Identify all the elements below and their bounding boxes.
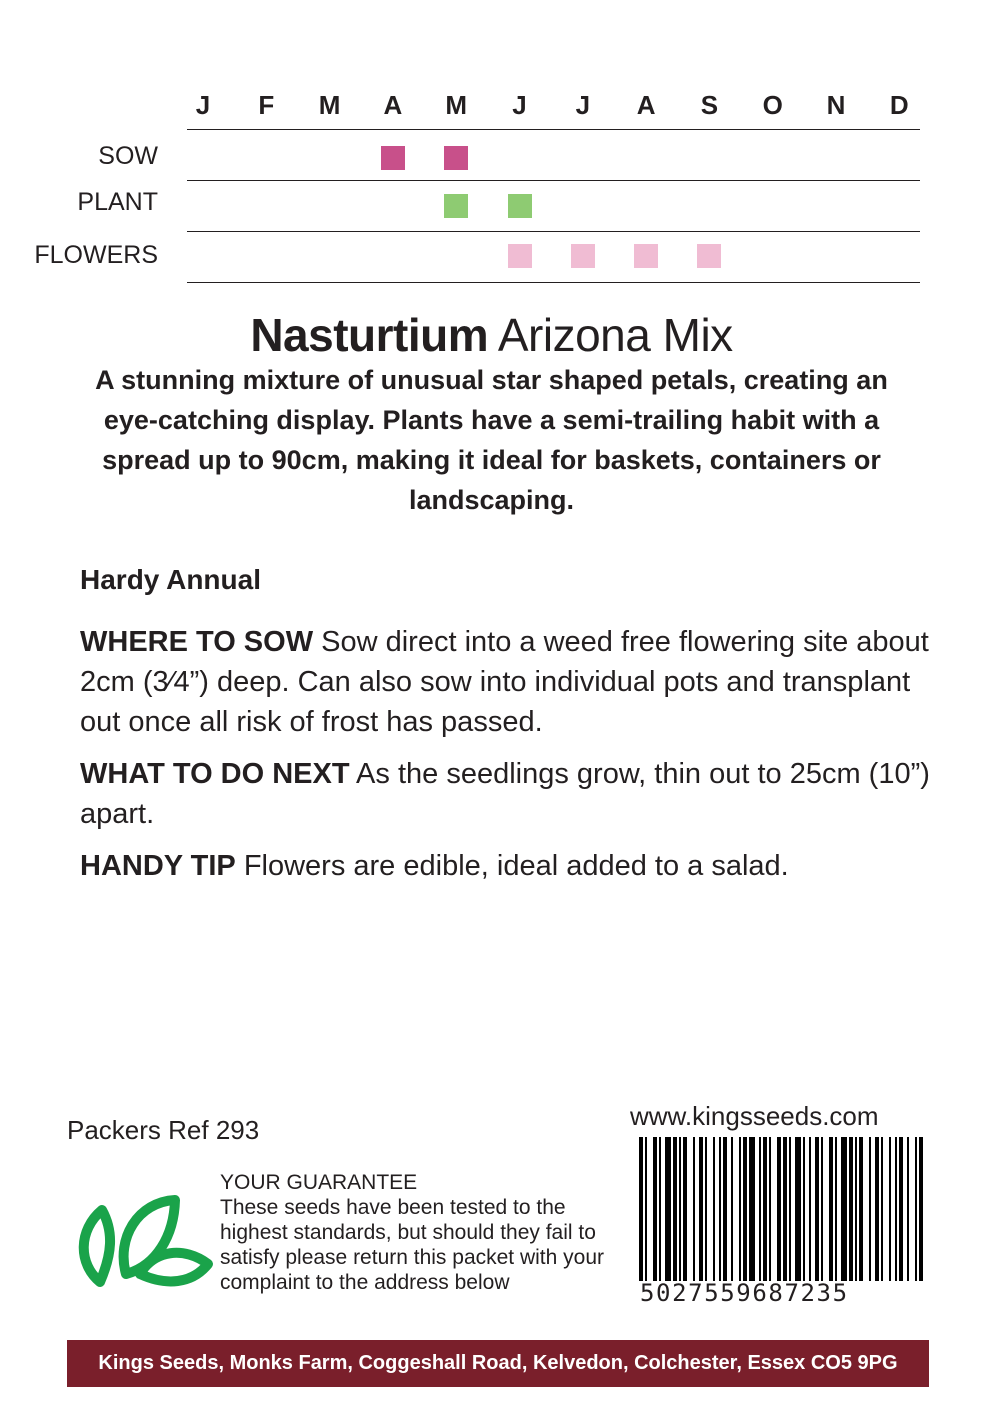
calendar-mark-flowers <box>571 244 595 268</box>
calendar-mark-plant <box>444 194 468 218</box>
handy-tip-heading: HANDY TIP <box>80 850 236 882</box>
row-label-plant: PLANT <box>77 188 158 216</box>
where-to-sow-text: Sow direct into a weed free flowering site about 2cm (3⁄4”) deep. Can also sow into individual pots and transplant out once all risk of frost has passed. <box>80 626 929 738</box>
calendar-divider <box>187 231 920 232</box>
calendar-mark-flowers <box>634 244 658 268</box>
website-url: www.kingsseeds.com <box>630 1101 879 1131</box>
month-label: M <box>318 90 341 120</box>
what-to-do-next-text: As the seedlings grow, thin out to 25cm (10”) apart. <box>80 758 930 830</box>
calendar-divider <box>187 129 920 130</box>
month-label: F <box>258 90 275 120</box>
handy-tip-text: Flowers are edible, ideal added to a salad. <box>235 850 789 882</box>
product-description: A stunning mixture of unusual star shaped petals, creating an eye-catching display. Plants have a semi-trailing habit with a spread up to 90cm, making it ideal for baskets, containers or landscaping. <box>95 365 888 515</box>
month-label: M <box>445 90 468 120</box>
guarantee-text: These seeds have been tested to the highest standards, but should they fail to satisfy please return this packet with your complaint to the address below <box>220 1196 605 1294</box>
month-label: D <box>889 90 909 120</box>
barcode-icon <box>637 1137 925 1281</box>
where-to-sow-heading: WHERE TO SOW <box>80 626 314 658</box>
product-name-variety: Arizona Mix <box>497 309 733 361</box>
calendar-mark-plant <box>508 194 532 218</box>
what-to-do-next-section <box>80 754 930 834</box>
calendar-mark-flowers <box>508 244 532 268</box>
where-to-sow-section <box>80 622 930 742</box>
calendar-divider <box>187 282 920 283</box>
packers-ref: Packers Ref 293 <box>67 1115 260 1145</box>
barcode-number: 5027559687235 <box>640 1279 849 1307</box>
row-label-flowers: FLOWERS <box>34 241 158 269</box>
product-name-bold: Nasturtium <box>250 309 489 361</box>
calendar-mark-sow <box>444 146 468 170</box>
product-title <box>0 308 983 362</box>
guarantee-title: YOUR GUARANTEE <box>220 1171 418 1194</box>
address-text: Kings Seeds, Monks Farm, Coggeshall Road, Kelvedon, Colchester, Essex CO5 9PG <box>98 1352 898 1374</box>
what-to-do-next-heading: WHAT TO DO NEXT <box>80 758 350 790</box>
month-label: O <box>762 90 783 120</box>
month-label: J <box>195 90 211 120</box>
row-label-sow: SOW <box>98 142 158 170</box>
month-label: A <box>383 90 403 120</box>
month-label: N <box>826 90 846 120</box>
month-label: A <box>636 90 656 120</box>
month-label: J <box>575 90 591 120</box>
leaves-icon <box>70 1192 215 1292</box>
calendar-mark-sow <box>381 146 405 170</box>
calendar-mark-flowers <box>697 244 721 268</box>
month-label: S <box>700 90 719 120</box>
plant-type: Hardy Annual <box>80 564 261 595</box>
month-label: J <box>512 90 527 120</box>
calendar-divider <box>187 180 920 181</box>
guarantee <box>220 1170 620 1295</box>
address-band <box>67 1340 929 1387</box>
handy-tip-section <box>80 846 930 886</box>
